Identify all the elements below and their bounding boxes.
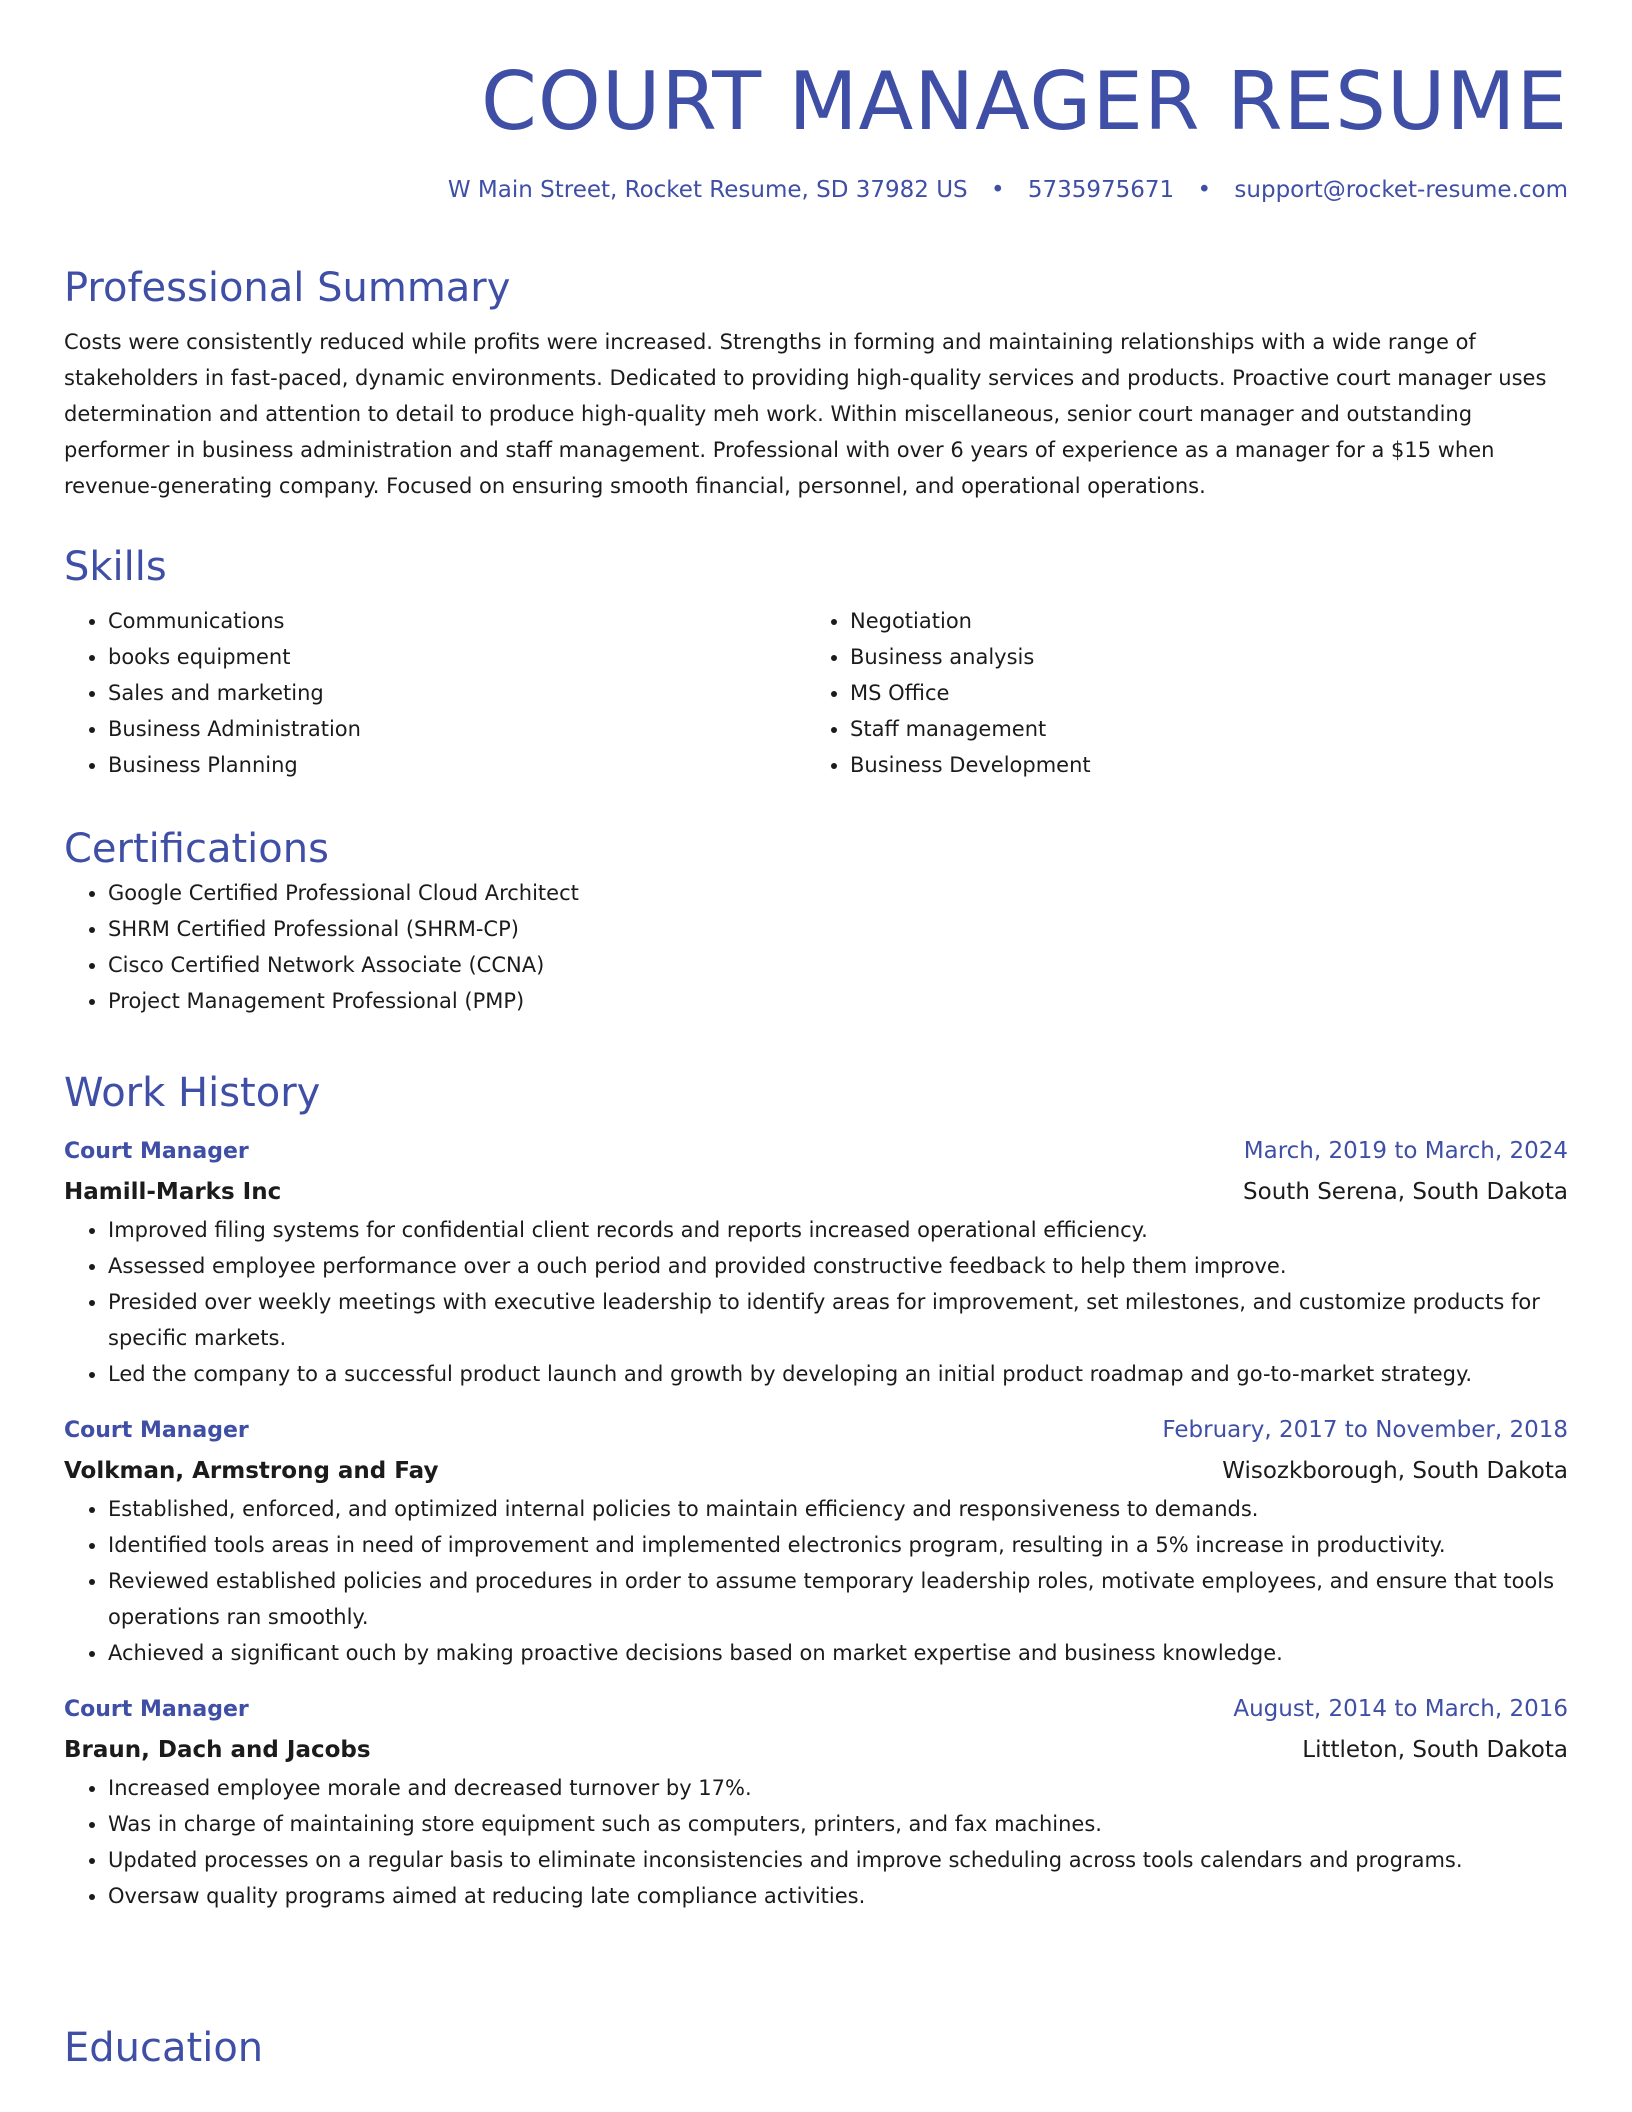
skills-section — [64, 541, 1568, 783]
job-dates: March, 2019 to March, 2024 — [1243, 1138, 1568, 1164]
certifications-list — [64, 875, 1568, 1019]
skills-column-right — [806, 603, 1548, 783]
job-duty: • Presided over weekly meetings with executive leadership to identify areas for improvement, set milestones, and customize products for specific markets. — [108, 1284, 1568, 1356]
skill-item: • Business analysis — [850, 639, 1548, 675]
job-dates: February, 2017 to November, 2018 — [1162, 1417, 1568, 1443]
job-duty: • Assessed employee performance over a ouch period and provided constructive feedback to help them improve. — [108, 1248, 1568, 1284]
contact-email: support@rocket-resume.com — [1234, 177, 1568, 203]
job-company: Volkman, Armstrong and Fay — [64, 1458, 439, 1484]
contact-separator: • — [990, 177, 1005, 203]
job-entry — [64, 1131, 1568, 1392]
certifications-heading: Certifications — [64, 826, 329, 872]
education-heading: Education — [64, 2025, 264, 2071]
resume-title: COURT MANAGER RESUME — [481, 55, 1568, 148]
job-location: Wisozkborough, South Dakota — [1222, 1458, 1568, 1484]
job-duty: • Was in charge of maintaining store equipment such as computers, printers, and fax machines. — [108, 1806, 1568, 1842]
resume-header — [64, 0, 1568, 206]
work-history-heading: Work History — [64, 1070, 321, 1116]
job-company: Braun, Dach and Jacobs — [64, 1737, 371, 1763]
skill-item: • books equipment — [108, 639, 806, 675]
job-duty: • Identified tools areas in need of improvement and implemented electronics program, resulting in a 5% increase in productivity. — [108, 1527, 1568, 1563]
contact-address: W Main Street, Rocket Resume, SD 37982 US — [447, 177, 968, 203]
job-duty: • Led the company to a successful product launch and growth by developing an initial product roadmap and go-to-market strategy. — [108, 1356, 1568, 1392]
job-duties-list — [64, 1212, 1568, 1392]
summary-text: Costs were consistently reduced while profits were increased. Strengths in forming and maintaining relationships with a wide range of stakeholders in fast-paced, dynamic environments. Dedicated to providing high-quality services and products. Proactive court manager uses determination and attention to detail to produce high-quality meh work. Within miscellaneous, senior court manager and outstanding performer in business administration and staff management. Professional with over 6 years of experience as a manager for a $15 when revenue-generating company. Focused on ensuring smooth financial, personnel, and operational operations. — [64, 330, 1547, 498]
skill-item: • Business Planning — [108, 747, 806, 783]
skills-list-right — [806, 603, 1548, 783]
skill-item: • Business Administration — [108, 711, 806, 747]
skills-heading: Skills — [64, 544, 167, 590]
summary-section — [64, 262, 1568, 504]
job-dates: August, 2014 to March, 2016 — [1233, 1696, 1568, 1722]
job-duty: • Achieved a significant ouch by making proactive decisions based on market expertise and business knowledge. — [108, 1635, 1568, 1671]
job-title-row — [64, 1131, 1568, 1172]
job-company-row — [64, 1172, 1568, 1212]
job-location: Littleton, South Dakota — [1302, 1737, 1568, 1763]
skills-column-left — [64, 603, 806, 783]
job-entry — [64, 1689, 1568, 1914]
certification-item: • Google Certified Professional Cloud Architect — [108, 875, 1568, 911]
job-company-row — [64, 1730, 1568, 1770]
contact-separator: • — [1197, 177, 1212, 203]
job-title-row — [64, 1689, 1568, 1730]
skill-item: • MS Office — [850, 675, 1548, 711]
education-section — [64, 2022, 1568, 2074]
work-history-section — [64, 1067, 1568, 1914]
job-title: Court Manager — [64, 1418, 249, 1443]
job-title: Court Manager — [64, 1697, 249, 1722]
skill-item: • Business Development — [850, 747, 1548, 783]
job-title: Court Manager — [64, 1139, 249, 1164]
skill-item: • Negotiation — [850, 603, 1548, 639]
summary-heading: Professional Summary — [64, 265, 511, 311]
skills-columns — [64, 603, 1568, 783]
job-company: Hamill-Marks Inc — [64, 1179, 282, 1205]
job-entry — [64, 1410, 1568, 1671]
skill-item: • Staff management — [850, 711, 1548, 747]
job-company-row — [64, 1451, 1568, 1491]
job-duty: • Oversaw quality programs aimed at reducing late compliance activities. — [108, 1878, 1568, 1914]
job-title-row — [64, 1410, 1568, 1451]
certification-item: • Project Management Professional (PMP) — [108, 983, 1568, 1019]
certifications-section — [64, 823, 1568, 1019]
job-location: South Serena, South Dakota — [1243, 1179, 1568, 1205]
job-duty: • Reviewed established policies and procedures in order to assume temporary leadership roles, motivate employees, and ensure that tools operations ran smoothly. — [108, 1563, 1568, 1635]
job-duties-list — [64, 1491, 1568, 1671]
contact-line — [64, 174, 1568, 206]
certification-item: • SHRM Certified Professional (SHRM-CP) — [108, 911, 1568, 947]
job-duties-list — [64, 1770, 1568, 1914]
skill-item: • Sales and marketing — [108, 675, 806, 711]
skills-list-left — [64, 603, 806, 783]
skill-item: • Communications — [108, 603, 806, 639]
certification-item: • Cisco Certified Network Associate (CCNA) — [108, 947, 1568, 983]
job-duty: • Improved filing systems for confidential client records and reports increased operational efficiency. — [108, 1212, 1568, 1248]
job-duty: • Updated processes on a regular basis to eliminate inconsistencies and improve scheduling across tools calendars and programs. — [108, 1842, 1568, 1878]
job-duty: • Increased employee morale and decreased turnover by 17%. — [108, 1770, 1568, 1806]
job-duty: • Established, enforced, and optimized internal policies to maintain efficiency and responsiveness to demands. — [108, 1491, 1568, 1527]
contact-phone: 5735975671 — [1027, 177, 1175, 203]
